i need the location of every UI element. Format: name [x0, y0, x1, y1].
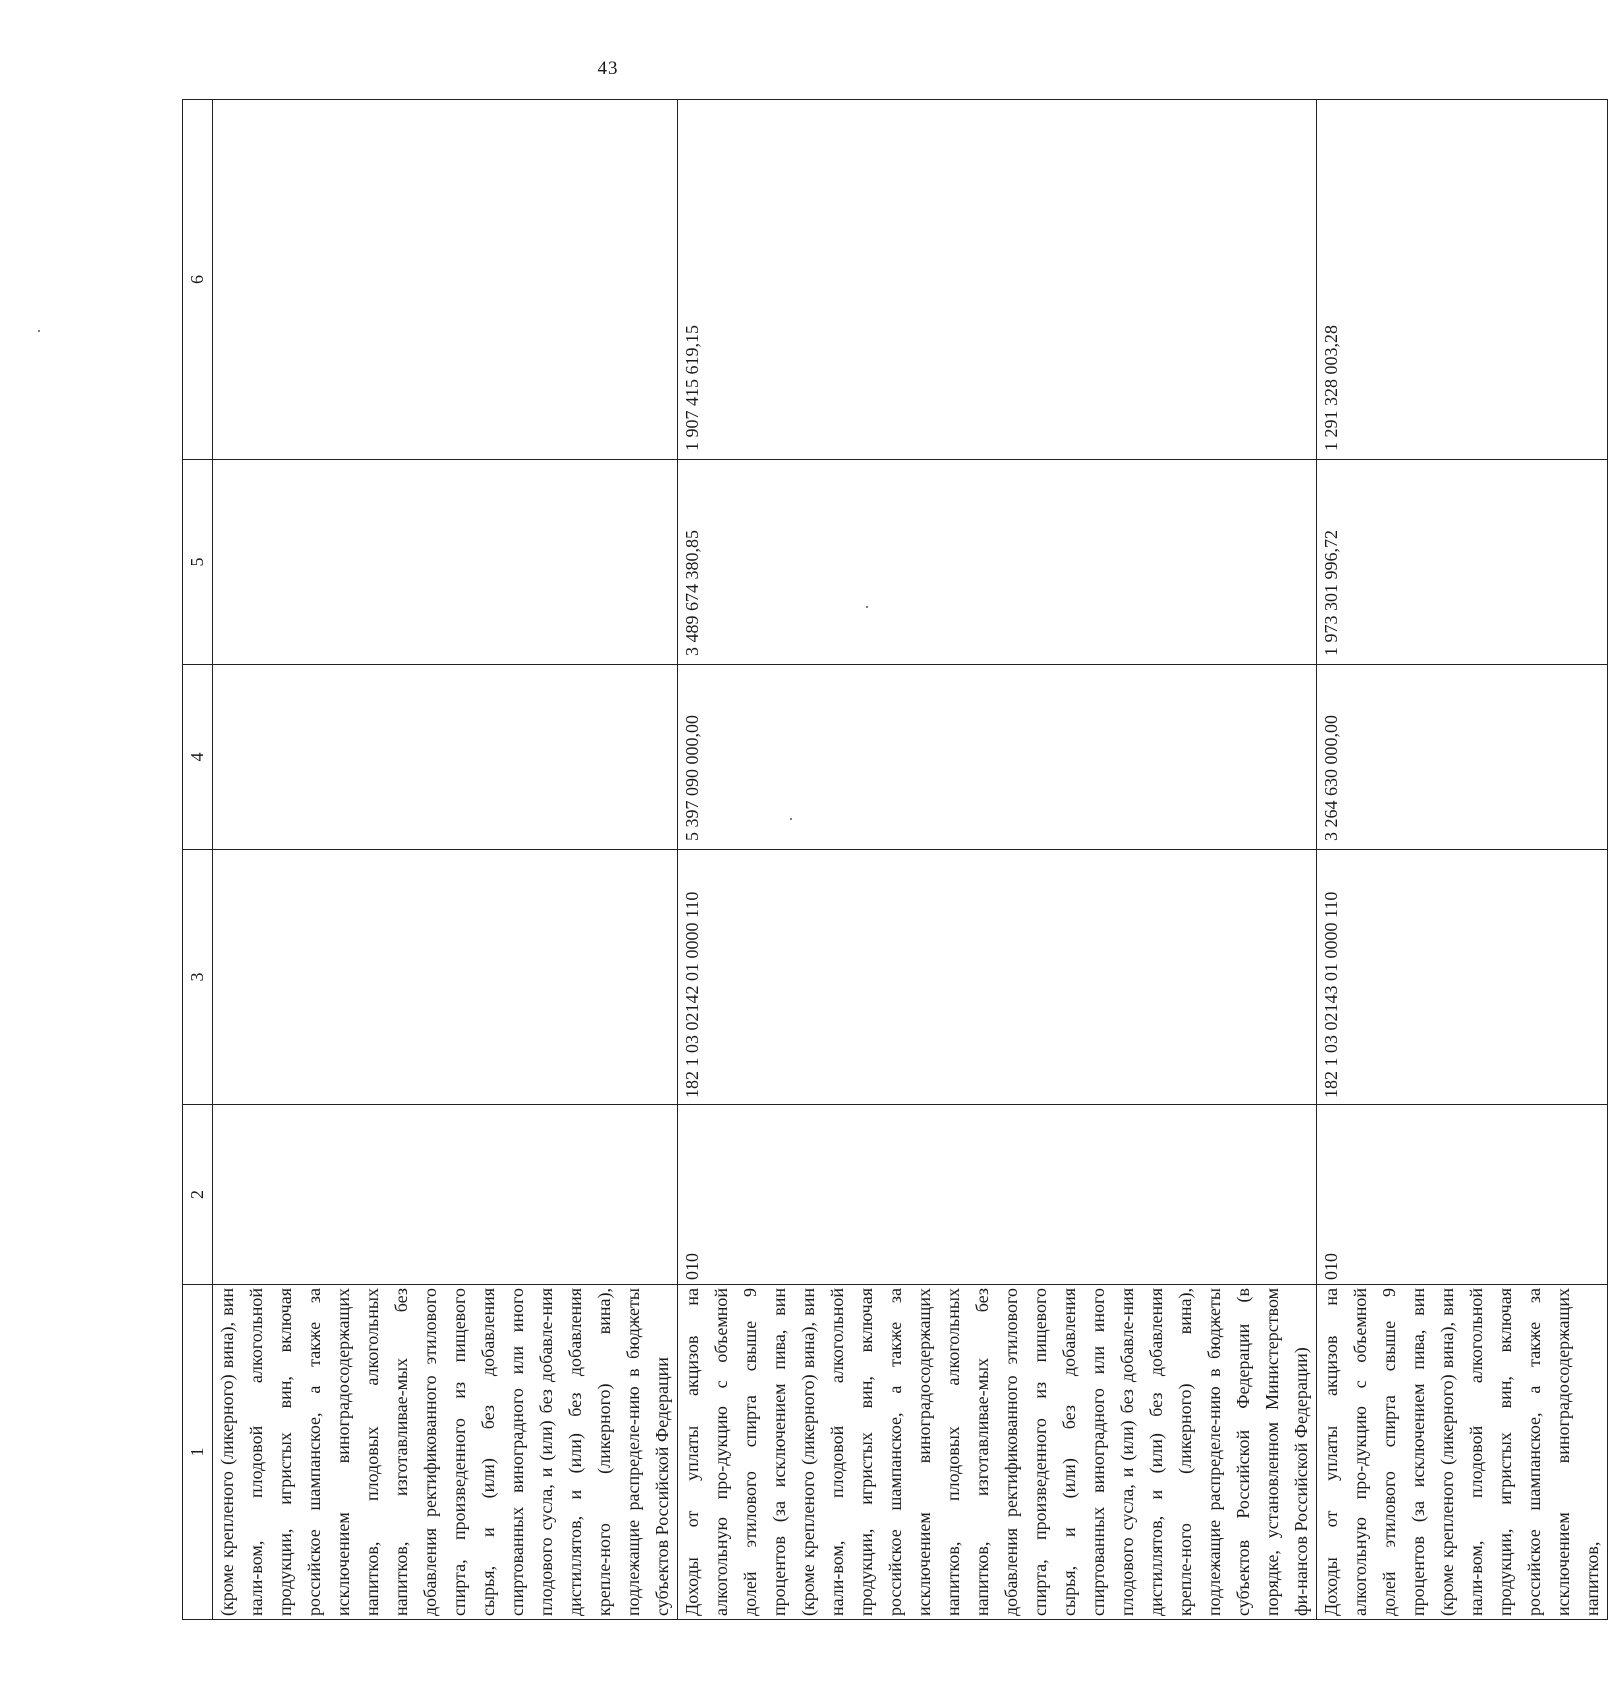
row-budget-code: 182 1 03 02142 01 0000 110 — [678, 850, 1317, 1105]
row-value-col5: 3 489 674 380,85 — [678, 460, 1317, 665]
table-row — [678, 100, 1317, 1620]
page-number: 43 — [597, 58, 619, 79]
row-value-col6: 1 907 415 619,15 — [678, 100, 1317, 460]
row-value-col5 — [213, 460, 678, 665]
column-header: 2 — [183, 1105, 213, 1285]
row-value-col4: 5 397 090 000,00 — [678, 665, 1317, 850]
row-budget-code — [213, 850, 678, 1105]
row-value-col6: 1 291 328 003,28 — [1317, 100, 1608, 460]
row-budget-code: 182 1 03 02143 01 0000 110 — [1317, 850, 1608, 1105]
column-header: 4 — [183, 665, 213, 850]
row-description: (кроме крепленого (ликерного) вина), вин нали-вом, плодовой алкогольной продукции, игристых вин, включая российское шампанское, а также за исключением виноградосодержащих напитков, плодовых алкогольных напитков, изготавливае-мых без добавления ректификованного этилового спирта, произведенного из пищевого сырья, и (или) без добавления спиртованных виноградного или иного плодового сусла, и (или) без добавле-ния дистиллятов, и (или) без добавления крепле-ного (ликерного) вина), подлежащие распределе-нию в бюджеты субъектов Российской Федерации — [213, 1285, 678, 1620]
row-description: Доходы от уплаты акцизов на алкогольную про-дукцию с объемной долей этилового спирта свыше 9 процентов (за исключением пива, вин (кроме крепленого (ликерного) вина), вин нали-вом, плодовой алкогольной продукции, игристых вин, включая российское шампанское, а также за исключением виноградосодержащих напитков, — [1317, 1285, 1608, 1620]
column-header: 3 — [183, 850, 213, 1105]
row-value-col5: 1 973 301 996,72 — [1317, 460, 1608, 665]
row-line-code — [213, 1105, 678, 1285]
column-header: 5 — [183, 460, 213, 665]
row-value-col4 — [213, 665, 678, 850]
column-header: 1 — [183, 1285, 213, 1620]
row-value-col4: 3 264 630 000,00 — [1317, 665, 1608, 850]
table-row — [213, 100, 678, 1620]
row-line-code: 010 — [678, 1105, 1317, 1285]
column-header: 6 — [183, 100, 213, 460]
row-description: Доходы от уплаты акцизов на алкогольную про-дукцию с объемной долей этилового спирта свыше 9 процентов (за исключением пива, вин (кроме крепленого (ликерного) вина), вин нали-вом, плодовой алкогольной продукции, игристых вин, включая российское шампанское, а также за исключением виноградосодержащих напитков, плодовых алкогольных напитков, изготавливае-мых без добавления ректификованного этилового спирта, произведенного из пищевого сырья, и (или) без добавления спиртованных виноградного или иного плодового сусла, и (или) без добавле-ния дистиллятов, и (или) без добавления крепле-ного (ликерного) вина), подлежащие распределе-нию в бюджеты субъектов Российской Федерации (в порядке, установленном Министерством фи-нансов Российской Федерации) — [678, 1285, 1317, 1620]
budget-revenue-table — [182, 99, 1608, 1620]
row-value-col6 — [213, 100, 678, 460]
table-header-row — [183, 100, 213, 1620]
row-line-code: 010 — [1317, 1105, 1608, 1285]
table-row — [1317, 100, 1608, 1620]
rotated-table-container — [182, 100, 1602, 1620]
